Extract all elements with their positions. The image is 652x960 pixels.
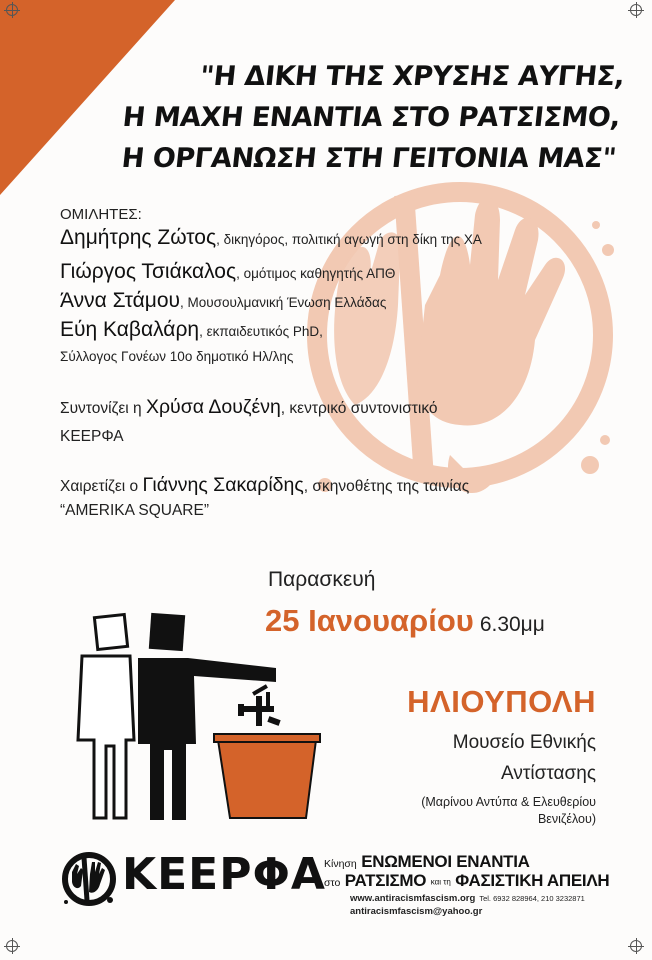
speaker-role: , Μουσουλμανική Ένωση Ελλάδας xyxy=(180,295,387,310)
speakers-label: ΟΜΙΛΗΤΕΣ: xyxy=(60,206,142,223)
org-text-big: ΦΑΣΙΣΤΙΚΗ ΑΠΕΙΛΗ xyxy=(455,871,610,890)
speaker-line xyxy=(60,226,482,250)
speaker-role: , εκπαιδευτικός PhD, xyxy=(199,324,323,339)
contact-line xyxy=(350,893,585,904)
coordinator-org: ΚΕΕΡΦΑ xyxy=(60,428,124,445)
org-text-small: Κίνηση xyxy=(324,858,357,870)
org-text-tiny: και τη xyxy=(430,877,451,887)
event-venue: Μουσείο Εθνικής xyxy=(452,732,596,753)
speaker-line xyxy=(60,289,386,313)
greeter-prefix: Χαιρετίζει ο xyxy=(60,478,143,495)
event-city: ΗΛΙΟΥΠΟΛΗ xyxy=(407,684,596,719)
speaker-role: , ομότιμος καθηγητής ΑΠΘ xyxy=(236,266,396,281)
crop-mark-icon xyxy=(630,4,642,16)
event-time: 6.30μμ xyxy=(479,613,545,636)
greeter-line xyxy=(60,474,469,498)
headline-line: Η ΜΑΧΗ ΕΝΑΝΤΙΑ ΣΤΟ ΡΑΤΣΙΣΜΟ, xyxy=(121,102,622,133)
speaker-name: Γιώργος Τσιάκαλος xyxy=(60,260,237,283)
crop-mark-icon xyxy=(630,940,642,952)
phone-numbers: Tel. 6932 828964, 210 3232871 xyxy=(479,894,585,903)
hand-emblem-background-icon xyxy=(300,155,620,515)
coordinator-role: , κεντρικό συντονιστικό xyxy=(280,400,438,417)
headline-line: Η ΟΡΓΑΝΩΣΗ ΣΤΗ ΓΕΙΤΟΝΙΑ ΜΑΣ" xyxy=(120,143,618,174)
speaker-name: Εύη Καβαλάρη xyxy=(60,318,200,341)
event-day: Παρασκευή xyxy=(268,568,376,591)
speaker-line xyxy=(60,260,395,284)
org-name-line xyxy=(324,871,609,891)
org-text-big: ΡΑΤΣΙΣΜΟ xyxy=(344,871,427,890)
event-date: 25 Ιανουαρίου xyxy=(265,603,474,638)
org-name-line xyxy=(324,852,530,872)
coordinator-name: Χρύσα Δουζένη xyxy=(145,396,281,418)
coordinator-line xyxy=(60,396,438,420)
event-venue: Αντίστασης xyxy=(501,763,596,784)
headline-line: "Η ΔΙΚΗ ΤΗΣ ΧΡΥΣΗΣ ΑΥΓΗΣ, xyxy=(198,61,626,92)
keerfa-logo-icon xyxy=(60,850,118,908)
event-address: Βενιζέλου) xyxy=(537,812,596,826)
speaker-name: Άννα Στάμου xyxy=(60,289,180,312)
keerfa-logo-text: ΚΕΕΡΦΑ xyxy=(122,849,326,900)
org-text-small: στο xyxy=(324,877,341,889)
event-address: (Μαρίνου Αντύπα & Ελευθερίου xyxy=(421,795,596,809)
crop-mark-icon xyxy=(6,940,18,952)
speaker-name: Δημήτρης Ζώτος xyxy=(60,226,217,249)
greeter-name: Γιάννης Σακαρίδης xyxy=(142,474,304,496)
crop-mark-icon xyxy=(6,4,18,16)
speaker-role: , δικηγόρος, πολιτική αγωγή στη δίκη της ΧΑ xyxy=(216,232,482,247)
people-trash-bin-illustration-icon xyxy=(68,610,323,825)
coordinator-prefix: Συντονίζει η xyxy=(60,400,146,417)
speaker-line xyxy=(60,318,323,342)
email-link[interactable]: antiracismfascism@yahoo.gr xyxy=(350,906,483,917)
speaker-affiliation: Σύλλογος Γονέων 10ο δημοτικό Ηλ/λης xyxy=(60,349,294,364)
greeter-role: , σκηνοθέτης της ταινίας xyxy=(303,478,470,495)
org-text-big: ΕΝΩΜΕΝΟΙ ΕΝΑΝΤΙΑ xyxy=(361,852,530,871)
headline xyxy=(54,56,627,179)
film-title: “AMERIKA SQUARE” xyxy=(60,502,209,519)
website-link[interactable]: www.antiracismfascism.org xyxy=(350,893,476,904)
